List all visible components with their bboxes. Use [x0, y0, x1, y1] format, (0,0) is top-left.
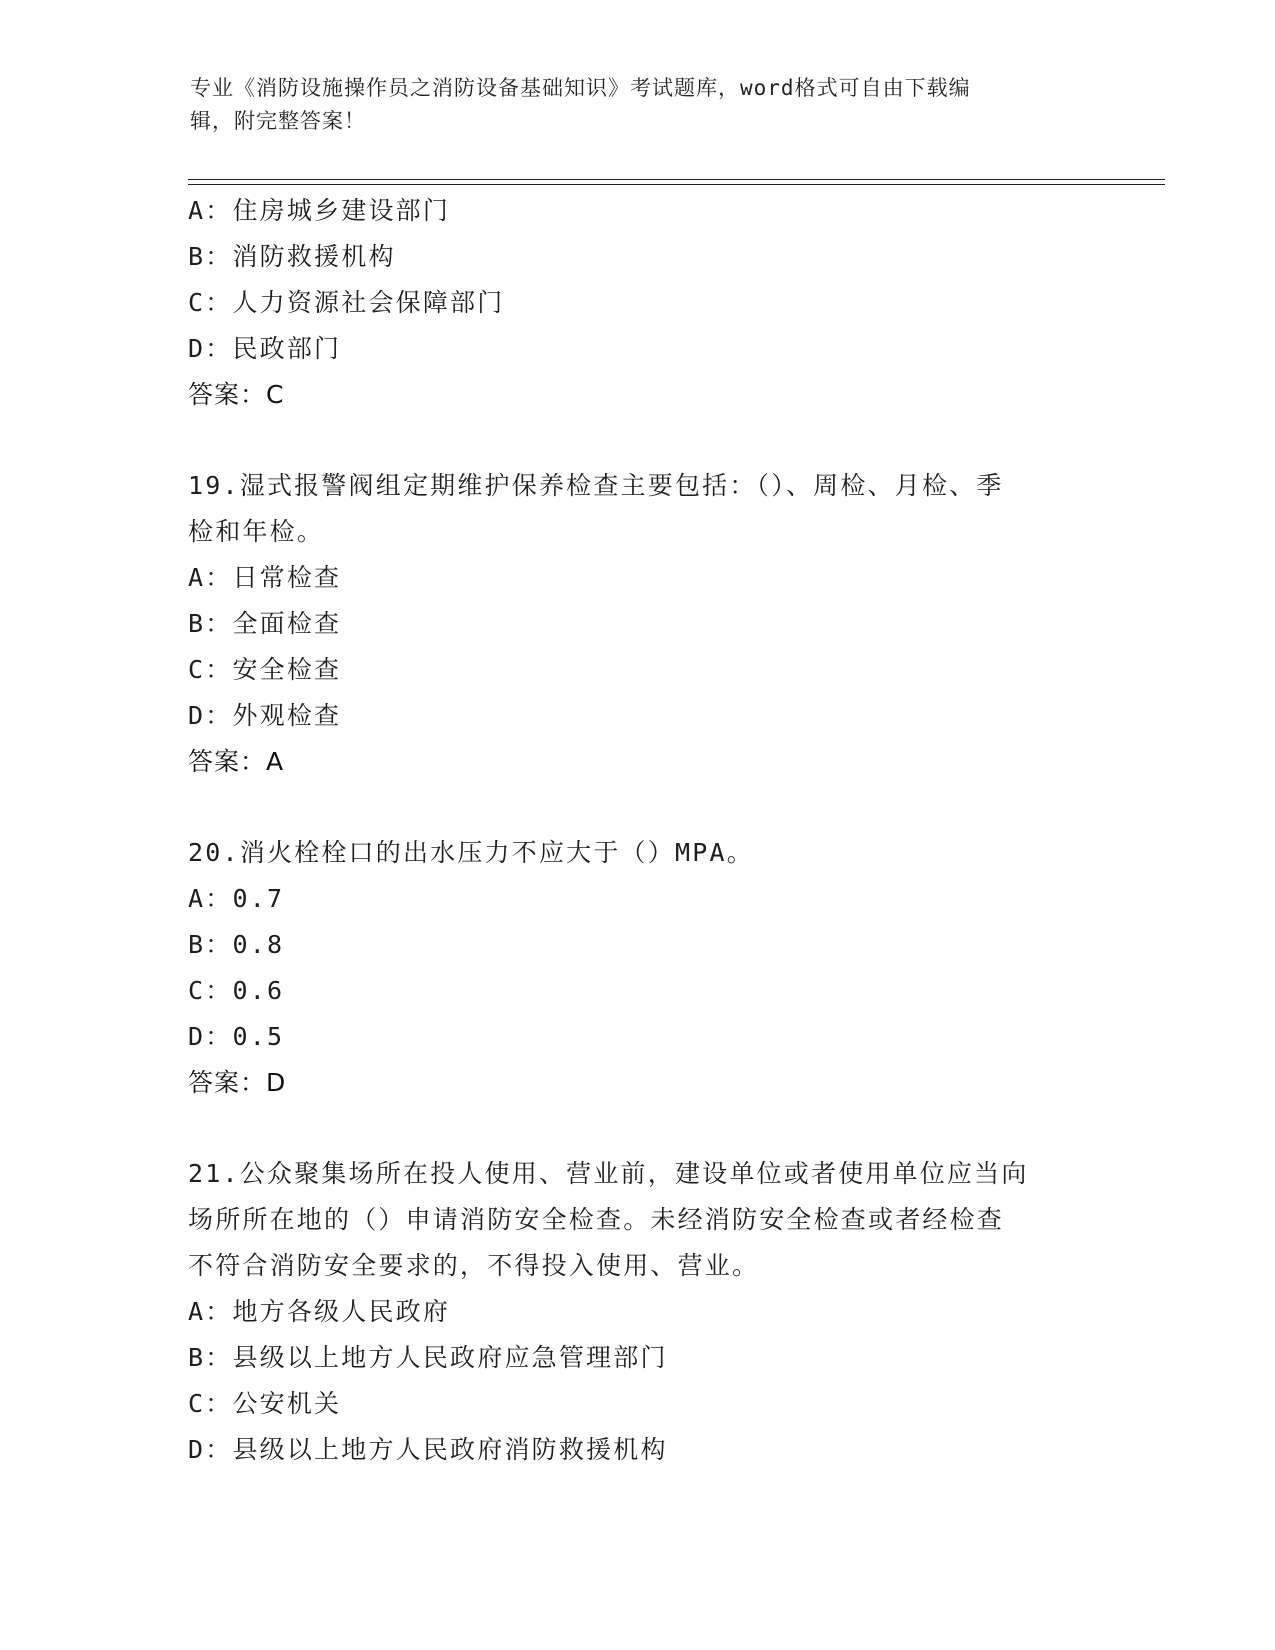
option-b: B：全面检查 — [188, 609, 342, 638]
option-c: C：0.6 — [188, 976, 285, 1005]
header-line-2: 辑，附完整答案！ — [190, 109, 366, 133]
answer-line: 答案：A — [188, 747, 285, 776]
option-a: A：日常检查 — [188, 563, 342, 592]
question-text-line-1: 21.公众聚集场所在投人使用、营业前，建设单位或者使用单位应当向 — [188, 1159, 1029, 1188]
option-d: D：0.5 — [188, 1022, 285, 1051]
question-text-line-2: 检和年检。 — [188, 517, 325, 546]
option-c: C：安全检查 — [188, 655, 342, 684]
spacer — [188, 418, 1088, 463]
question-text-line-1: 20.消火栓栓口的出水压力不应大于（）MPA。 — [188, 838, 754, 867]
question-18-block — [188, 188, 1088, 418]
header-divider-top — [188, 179, 1165, 180]
document-header — [190, 72, 1090, 138]
option-c: C：人力资源社会保障部门 — [188, 288, 505, 317]
header-line-1: 专业《消防设施操作员之消防设备基础知识》考试题库，word格式可自由下载编 — [190, 76, 971, 100]
option-a: A：住房城乡建设部门 — [188, 196, 451, 225]
question-text-line-2: 场所所在地的（）申请消防安全检查。未经消防安全检查或者经检查 — [188, 1205, 1005, 1234]
question-21-block — [188, 1151, 1088, 1473]
spacer — [188, 785, 1088, 830]
option-a: A：地方各级人民政府 — [188, 1297, 451, 1326]
option-b: B：0.8 — [188, 930, 285, 959]
option-c: C：公安机关 — [188, 1389, 342, 1418]
question-20-block — [188, 830, 1088, 1106]
question-list — [188, 188, 1088, 1473]
option-b: B：消防救援机构 — [188, 242, 396, 271]
option-d: D：民政部门 — [188, 334, 342, 363]
header-divider-bottom — [188, 184, 1165, 185]
spacer — [188, 1106, 1088, 1151]
option-d: D：县级以上地方人民政府消防救援机构 — [188, 1435, 668, 1464]
option-b: B：县级以上地方人民政府应急管理部门 — [188, 1343, 668, 1372]
option-a: A：0.7 — [188, 884, 285, 913]
option-d: D：外观检查 — [188, 701, 342, 730]
question-text-line-1: 19.湿式报警阀组定期维护保养检查主要包括：（）、周检、月检、季 — [188, 471, 1004, 500]
answer-line: 答案：D — [188, 1068, 287, 1097]
question-19-block — [188, 463, 1088, 785]
question-text-line-3: 不符合消防安全要求的，不得投入使用、营业。 — [188, 1251, 760, 1280]
answer-line: 答案：C — [188, 380, 285, 409]
